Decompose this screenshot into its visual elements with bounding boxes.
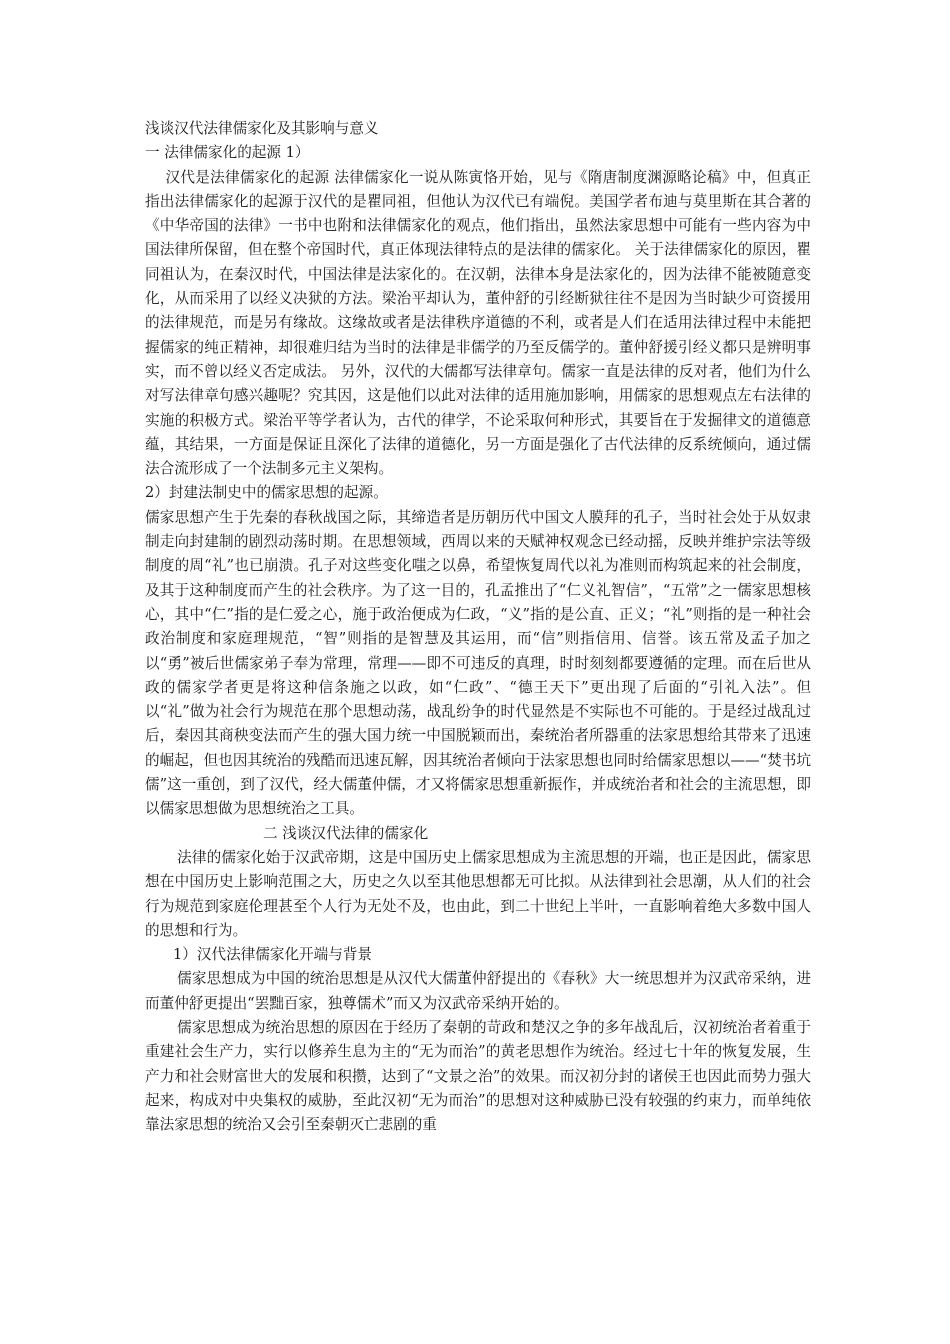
section1-body: 汉代是法律儒家化的起源 法律儒家化一说从陈寅恪开始，见与《隋唐制度渊源略论稿》中，但真正指出法律儒家化的起源于汉代的是瞿同祖，但他认为汉代已有端倪。美国学者布迪与莫里斯在其合著的《中华帝国的法律》一书中也附和法律儒家化的观点，他们指出，虽然法家思想中可能有一些内容为中国法律所保留，但在整个帝国时代，真正体现法律特点的是法律的儒家化。 关于法律儒家化的原因，瞿同祖认为，在秦汉时代，中国法律是法家化的。在汉朝，法律本身是法家化的，因为法律不能被随意变化，从而采用了以经义决狱的方法。梁治平却认为，董仲舒的引经断狱往往不是因为当时缺少可资援用的法律规范，而是另有缘故。这缘故或者是法律秩序道德的不利，或者是人们在适用法律过程中未能把握儒家的纯正精神，却很难归结为当时的法律是非儒学的乃至反儒学的。董仲舒援引经义都只是辨明事实，而不曾以经义否定成法。 另外，汉代的大儒都写法律章句。儒家一直是法律的反对者，他们为什么对写法律章句感兴趣呢？究其因，这是他们以此对法律的适用施加影响，用儒家的思想观点左右法律的实施的积极方式。梁治平等学者认为，古代的律学，不论采取何种形式，其要旨在于发掘律文的道德意蕴，其结果，一方面是保证且深化了法律的道德化，另一方面是强化了古代法律的反系统倾向，通过儒法合流形成了一个法制多元主义架构。 <box>145 168 811 478</box>
part2-sub1-paragraph-1: 儒家思想成为中国的统治思想是从汉代大儒董仲舒提出的《春秋》大一统思想并为汉武帝采纳，进而董仲舒更提出“罢黜百家，独尊儒术”而又为汉武帝采纳开始的。 <box>145 970 811 1012</box>
document-page <box>145 117 811 1137</box>
document-title: 浅谈汉代法律儒家化及其影响与意义 <box>145 120 379 137</box>
part2-sub1-paragraph-2: 儒家思想成为统治思想的原因在于经历了秦朝的苛政和楚汉之争的多年战乱后，汉初统治者着重于重建社会生产力，实行以修养生息为主的“无为而治”的黄老思想作为统治。经过七十年的恢复发展，生产力和社会财富世大的发展和积攒，达到了“文景之治”的效果。而汉初分封的诸侯王也因此而势力强大起来，构成对中央集权的威胁，至此汉初“无为而治”的思想对这种威胁已没有较强的约束力，而单纯依靠法家思想的统治又会引至秦朝灭亡悲剧的重 <box>145 1018 811 1134</box>
section2-body: 儒家思想产生于先秦的春秋战国之际，其缔造者是历朝历代中国文人膜拜的孔子，当时社会处于从奴隶制走向封建制的剧烈动荡时期。在思想领域，西周以来的天赋神权观念已经动摇，反映并维护宗法等级制度的周“礼”也已崩溃。孔子对这些变化嗤之以鼻，希望恢复周代以礼为准则而构筑起来的社会制度，及其于这种制度而产生的社会秩序。为了这一目的，孔孟推出了“仁义礼智信”，“五常”之一儒家思想核心，其中“仁”指的是仁爱之心，施于政治便成为仁政，“义”指的是公直、正义；“礼”则指的是一种社会政治制度和家庭理规范，“智”则指的是智慧及其运用，而“信”则指信用、信誉。该五常及孟子加之以“勇”被后世儒家弟子奉为常理，常理——即不可违反的真理，时时刻刻都要遵循的定理。而在后世从政的儒家学者更是将这种信条施之以政，如“仁政”、“德王天下”更出现了后面的“引礼入法”。但以“礼”做为社会行为规范在那个思想动荡，战乱纷争的时代显然是不实际也不可能的。于是经过战乱过后，秦因其商秧变法而产生的强大国力统一中国脱颖而出，秦统治者所器重的法家思想给其带来了迅速的崛起，但也因其统治的残酷而迅速瓦解，因其统治者倾向于法家思想也同时给儒家思想以——“焚书坑儒”这一重创，到了汉代，经大儒董仲儒，才又将儒家思想重新振作，并成统治者和社会的主流思想，即以儒家思想做为思想统治之工具。 <box>145 508 811 818</box>
section2-heading: 2）封建法制史中的儒家思想的起源。 <box>145 484 388 502</box>
section1-heading: 一 法律儒家化的起源 1） <box>145 144 310 162</box>
part2-sub1-heading: 1）汉代法律儒家化开端与背景 <box>173 946 373 964</box>
part2-heading: 二 浅谈汉代法律的儒家化 <box>263 824 429 842</box>
part2-intro: 法律的儒家化始于汉武帝期，这是中国历史上儒家思想成为主流思想的开端，也正是因此，儒家思想在中国历史上影响范围之大，历史之久以至其他思想都无可比拟。从法律到社会思潮，从人们的社会行为规范到家庭伦理甚至个人行为无处不及，也由此，到二十世纪上半叶，一直影响着绝大多数中国人的思想和行为。 <box>145 848 811 939</box>
